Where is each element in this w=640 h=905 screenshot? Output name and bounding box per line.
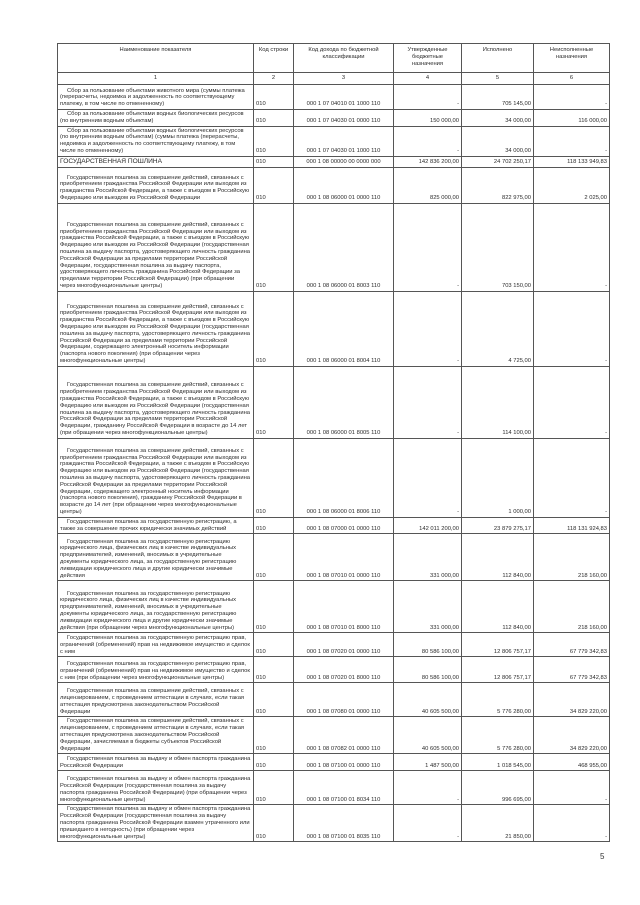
unexecuted-amount-cell: 34 829 220,00 [534, 717, 610, 754]
income-code-cell: 000 1 08 07010 01 0000 110 [294, 534, 394, 581]
income-code-cell: 000 1 08 06000 01 8005 110 [294, 366, 394, 438]
indicator-name-cell: Государственная пошлина за государственную регистрацию юридического лица, физических лиц в качестве индивидуальных предпринимателей, изменений, вносимых в учредительные документы юридического лица, за государственную регистрацию ликвидации юридического лица и другие юридически значимые действия [58, 534, 254, 581]
unexecuted-amount-cell: 118 131 924,83 [534, 517, 610, 534]
table-row [58, 805, 610, 842]
indicator-name-cell: Государственная пошлина за совершение действий, связанных с приобретением гражданства Российской Федерации или выходом из гражданства Российской Федерации, а также с въездом в Российскую Федерацию или выездом из Российской Федерации (государственная пошлина за выдачу паспорта, удостоверяющего личность гражданина Российской Федерации за пределами территории Российской Федерации, содержащего электронный носитель информации (паспорта нового поколения), гражданину Российской Федерации в возрасте до 14 лет (при обращении через многофункциональные центры) [58, 438, 254, 517]
approved-amount-cell: 40 605 500,00 [394, 683, 462, 717]
line-code-cell: 010 [254, 126, 294, 156]
approved-amount-cell: 80 586 100,00 [394, 633, 462, 657]
indicator-name-cell: Сбор за пользование объектами животного мира (суммы платежа (перерасчеты, недоимка и задолженность по соответствующему платежу, в том числе по отмененному) [58, 85, 254, 110]
unexecuted-amount-cell: - [534, 366, 610, 438]
executed-amount-cell: 112 840,00 [462, 581, 534, 633]
indicator-name-cell: Государственная пошлина за совершение действий, связанных с лицензированием, с проведением аттестации в случаях, если такая аттестация предусмотрена законодательством Российской Федерации, зачисляемая в бюджеты субъектов Российской Федерации [58, 717, 254, 754]
page-number: 5 [600, 852, 605, 861]
indicator-name-cell: Государственная пошлина за совершение действий, связанных с приобретением гражданства Российской Федерации или выходом из гражданства Российской Федерации, а также с въездом в Российскую Федерацию или выездом из Российской Федерации (государственная пошлина за выдачу паспорта, удостоверяющего личность гражданина Российской Федерации за пределами территории Российской Федерации, гражданину Российской Федерации в возрасте до 14 лет (при обращении через многофункциональные центры) [58, 366, 254, 438]
column-number: 6 [534, 73, 610, 85]
column-number: 2 [254, 73, 294, 85]
unexecuted-amount-cell: 67 779 342,83 [534, 657, 610, 683]
column-number-row [58, 73, 610, 85]
indicator-name-cell: Государственная пошлина за совершение действий, связанных с приобретением гражданства Российской Федерации или выходом из гражданства Российской Федерации, а также с въездом в Российскую Федерацию или выездом из Российской Федерации (государственная пошлина за выдачу паспорта, удостоверяющего личность гражданина Российской Федерации за пределами территории Российской Федерации, государственная пошлина за выдачу паспорта, удостоверяющего личность гражданина Российской Федерации за пределами территории Российской Федерации) (при обращении через многофункциональные центры) [58, 203, 254, 291]
approved-amount-cell: - [394, 771, 462, 805]
indicator-name-cell: Государственная пошлина за выдачу и обмен паспорта гражданина Российской Федерации [58, 754, 254, 771]
approved-amount-cell: 331 000,00 [394, 534, 462, 581]
indicator-name-cell: Государственная пошлина за выдачу и обмен паспорта гражданина Российской Федерации (государственная пошлина за выдачу паспорта гражданина Российской Федерации взамен утраченного или пришедшего в негодность) (при обращении через многофункциональные центры) [58, 805, 254, 842]
approved-amount-cell: 142 011 200,00 [394, 517, 462, 534]
income-code-cell: 000 1 08 07010 01 8000 110 [294, 581, 394, 633]
header-unexecuted: Неисполненные назначения [534, 44, 610, 73]
income-code-cell: 000 1 07 04030 01 1000 110 [294, 126, 394, 156]
header-executed: Исполнено [462, 44, 534, 73]
table-row [58, 633, 610, 657]
executed-amount-cell: 12 806 757,17 [462, 657, 534, 683]
line-code-cell: 010 [254, 85, 294, 110]
header-approved: Утвержденные бюджетные назначения [394, 44, 462, 73]
income-code-cell: 000 1 08 07080 01 0000 110 [294, 683, 394, 717]
unexecuted-amount-cell: 118 133 949,83 [534, 156, 610, 167]
header-line-code: Код строки [254, 44, 294, 73]
line-code-cell: 010 [254, 167, 294, 203]
executed-amount-cell: 703 150,00 [462, 203, 534, 291]
income-code-cell: 000 1 08 07100 01 0000 110 [294, 754, 394, 771]
approved-amount-cell: 150 000,00 [394, 110, 462, 127]
approved-amount-cell: - [394, 291, 462, 366]
approved-amount-cell: 825 000,00 [394, 167, 462, 203]
indicator-name-cell: Сбор за пользование объектами водных биологических ресурсов (по внутренним водным объектам) [58, 110, 254, 127]
unexecuted-amount-cell: 34 829 220,00 [534, 683, 610, 717]
executed-amount-cell: 112 840,00 [462, 534, 534, 581]
unexecuted-amount-cell: - [534, 805, 610, 842]
executed-amount-cell: 114 100,00 [462, 366, 534, 438]
approved-amount-cell: 1 487 500,00 [394, 754, 462, 771]
unexecuted-amount-cell: - [534, 291, 610, 366]
indicator-name-cell: Государственная пошлина за государственную регистрацию юридического лица, физических лиц в качестве индивидуальных предпринимателей, изменений, вносимых в учредительные документы юридического лица, за государственную регистрацию ликвидации юридического лица и другие юридически значимые действия (при обращении через многофункциональные центры) [58, 581, 254, 633]
income-code-cell: 000 1 08 06000 01 0000 110 [294, 167, 394, 203]
indicator-name-cell: Государственная пошлина за государственную регистрацию, а также за совершение прочих юридически значимых действий [58, 517, 254, 534]
unexecuted-amount-cell: - [534, 203, 610, 291]
line-code-cell: 010 [254, 366, 294, 438]
table-row [58, 754, 610, 771]
income-code-cell: 000 1 08 00000 00 0000 000 [294, 156, 394, 167]
line-code-cell: 010 [254, 657, 294, 683]
executed-amount-cell: 996 695,00 [462, 771, 534, 805]
unexecuted-amount-cell: - [534, 771, 610, 805]
executed-amount-cell: 4 725,00 [462, 291, 534, 366]
indicator-name-cell: Сбор за пользование объектами водных биологических ресурсов (по внутренним водным объектам) (суммы платежа (перерасчеты, недоимка и задолженность по соответствующему платежу, в том числе по отмененному) [58, 126, 254, 156]
income-code-cell: 000 1 08 07000 01 0000 110 [294, 517, 394, 534]
indicator-name-cell: Государственная пошлина за государственную регистрацию прав, ограничений (обременений) прав на недвижимое имущество и сделок с ним (при обращении через многофункциональные центры) [58, 657, 254, 683]
approved-amount-cell: 142 836 200,00 [394, 156, 462, 167]
table-row [58, 167, 610, 203]
executed-amount-cell: 1 018 545,00 [462, 754, 534, 771]
executed-amount-cell: 34 000,00 [462, 110, 534, 127]
line-code-cell: 010 [254, 581, 294, 633]
income-report-table [57, 43, 610, 842]
approved-amount-cell: - [394, 126, 462, 156]
approved-amount-cell: - [394, 438, 462, 517]
line-code-cell: 010 [254, 438, 294, 517]
line-code-cell: 010 [254, 517, 294, 534]
approved-amount-cell: - [394, 805, 462, 842]
line-code-cell: 010 [254, 805, 294, 842]
line-code-cell: 010 [254, 771, 294, 805]
unexecuted-amount-cell: 67 779 342,83 [534, 633, 610, 657]
unexecuted-amount-cell: - [534, 438, 610, 517]
unexecuted-amount-cell: 218 160,00 [534, 534, 610, 581]
unexecuted-amount-cell: 2 025,00 [534, 167, 610, 203]
approved-amount-cell: - [394, 366, 462, 438]
approved-amount-cell: 331 000,00 [394, 581, 462, 633]
approved-amount-cell: - [394, 203, 462, 291]
table-row [58, 156, 610, 167]
executed-amount-cell: 5 776 280,00 [462, 717, 534, 754]
table-row [58, 534, 610, 581]
executed-amount-cell: 822 975,00 [462, 167, 534, 203]
indicator-name-cell: Государственная пошлина за совершение действий, связанных с приобретением гражданства Российской Федерации или выходом из гражданства Российской Федерации, а также с въездом в Российскую Федерацию или выездом из Российской Федерации [58, 167, 254, 203]
header-income-code: Код дохода по бюджетной классификации [294, 44, 394, 73]
table-row [58, 717, 610, 754]
line-code-cell: 010 [254, 754, 294, 771]
line-code-cell: 010 [254, 683, 294, 717]
unexecuted-amount-cell: - [534, 85, 610, 110]
table-row [58, 581, 610, 633]
approved-amount-cell: 40 605 500,00 [394, 717, 462, 754]
table-row [58, 291, 610, 366]
column-number: 1 [58, 73, 254, 85]
table-row [58, 366, 610, 438]
table-row [58, 657, 610, 683]
table-body [58, 85, 610, 842]
table-row [58, 517, 610, 534]
income-code-cell: 000 1 08 07100 01 8035 110 [294, 805, 394, 842]
line-code-cell: 010 [254, 291, 294, 366]
indicator-name-cell: Государственная пошлина за совершение действий, связанных с приобретением гражданства Российской Федерации или выходом из гражданства Российской Федерации, а также с въездом в Российскую Федерацию или выездом из Российской Федерации (государственная пошлина за выдачу паспорта, удостоверяющего личность гражданина Российской Федерации за пределами территории Российской Федерации, содержащего электронный носитель информации (паспорта нового поколения) (при обращении через многофункциональные центры) [58, 291, 254, 366]
unexecuted-amount-cell: 116 000,00 [534, 110, 610, 127]
table-row [58, 438, 610, 517]
approved-amount-cell: - [394, 85, 462, 110]
income-code-cell: 000 1 08 06000 01 8003 110 [294, 203, 394, 291]
indicator-name-cell: Государственная пошлина за государственную регистрацию прав, ограничений (обременений) прав на недвижимое имущество и сделок с ним [58, 633, 254, 657]
table-row [58, 771, 610, 805]
line-code-cell: 010 [254, 633, 294, 657]
executed-amount-cell: 12 806 757,17 [462, 633, 534, 657]
income-code-cell: 000 1 08 06000 01 8006 110 [294, 438, 394, 517]
income-code-cell: 000 1 07 04030 01 0000 110 [294, 110, 394, 127]
approved-amount-cell: 80 586 100,00 [394, 657, 462, 683]
executed-amount-cell: 1 000,00 [462, 438, 534, 517]
table-row [58, 85, 610, 110]
unexecuted-amount-cell: 218 160,00 [534, 581, 610, 633]
executed-amount-cell: 21 850,00 [462, 805, 534, 842]
income-code-cell: 000 1 07 04010 01 1000 110 [294, 85, 394, 110]
header-indicator-name: Наименование показателя [58, 44, 254, 73]
executed-amount-cell: 23 879 275,17 [462, 517, 534, 534]
column-number: 5 [462, 73, 534, 85]
executed-amount-cell: 24 702 250,17 [462, 156, 534, 167]
header-row [58, 44, 610, 73]
income-code-cell: 000 1 08 07020 01 8000 110 [294, 657, 394, 683]
executed-amount-cell: 5 776 280,00 [462, 683, 534, 717]
line-code-cell: 010 [254, 534, 294, 581]
table-row [58, 110, 610, 127]
line-code-cell: 010 [254, 717, 294, 754]
income-code-cell: 000 1 08 07082 01 0000 110 [294, 717, 394, 754]
executed-amount-cell: 705 145,00 [462, 85, 534, 110]
income-code-cell: 000 1 08 07020 01 0000 110 [294, 633, 394, 657]
column-number: 4 [394, 73, 462, 85]
line-code-cell: 010 [254, 156, 294, 167]
line-code-cell: 010 [254, 203, 294, 291]
income-code-cell: 000 1 08 07100 01 8034 110 [294, 771, 394, 805]
unexecuted-amount-cell: - [534, 126, 610, 156]
indicator-name-cell: ГОСУДАРСТВЕННАЯ ПОШЛИНА [58, 156, 254, 167]
table-row [58, 126, 610, 156]
income-code-cell: 000 1 08 06000 01 8004 110 [294, 291, 394, 366]
column-number: 3 [294, 73, 394, 85]
table-row [58, 203, 610, 291]
indicator-name-cell: Государственная пошлина за совершение действий, связанных с лицензированием, с проведением аттестации в случаях, если такая аттестация предусмотрена законодательством Российской Федерации [58, 683, 254, 717]
unexecuted-amount-cell: 468 955,00 [534, 754, 610, 771]
executed-amount-cell: 34 000,00 [462, 126, 534, 156]
indicator-name-cell: Государственная пошлина за выдачу и обмен паспорта гражданина Российской Федерации (государственная пошлина за выдачу паспорта гражданина Российской Федерации) (при обращении через многофункциональные центры) [58, 771, 254, 805]
table-row [58, 683, 610, 717]
line-code-cell: 010 [254, 110, 294, 127]
